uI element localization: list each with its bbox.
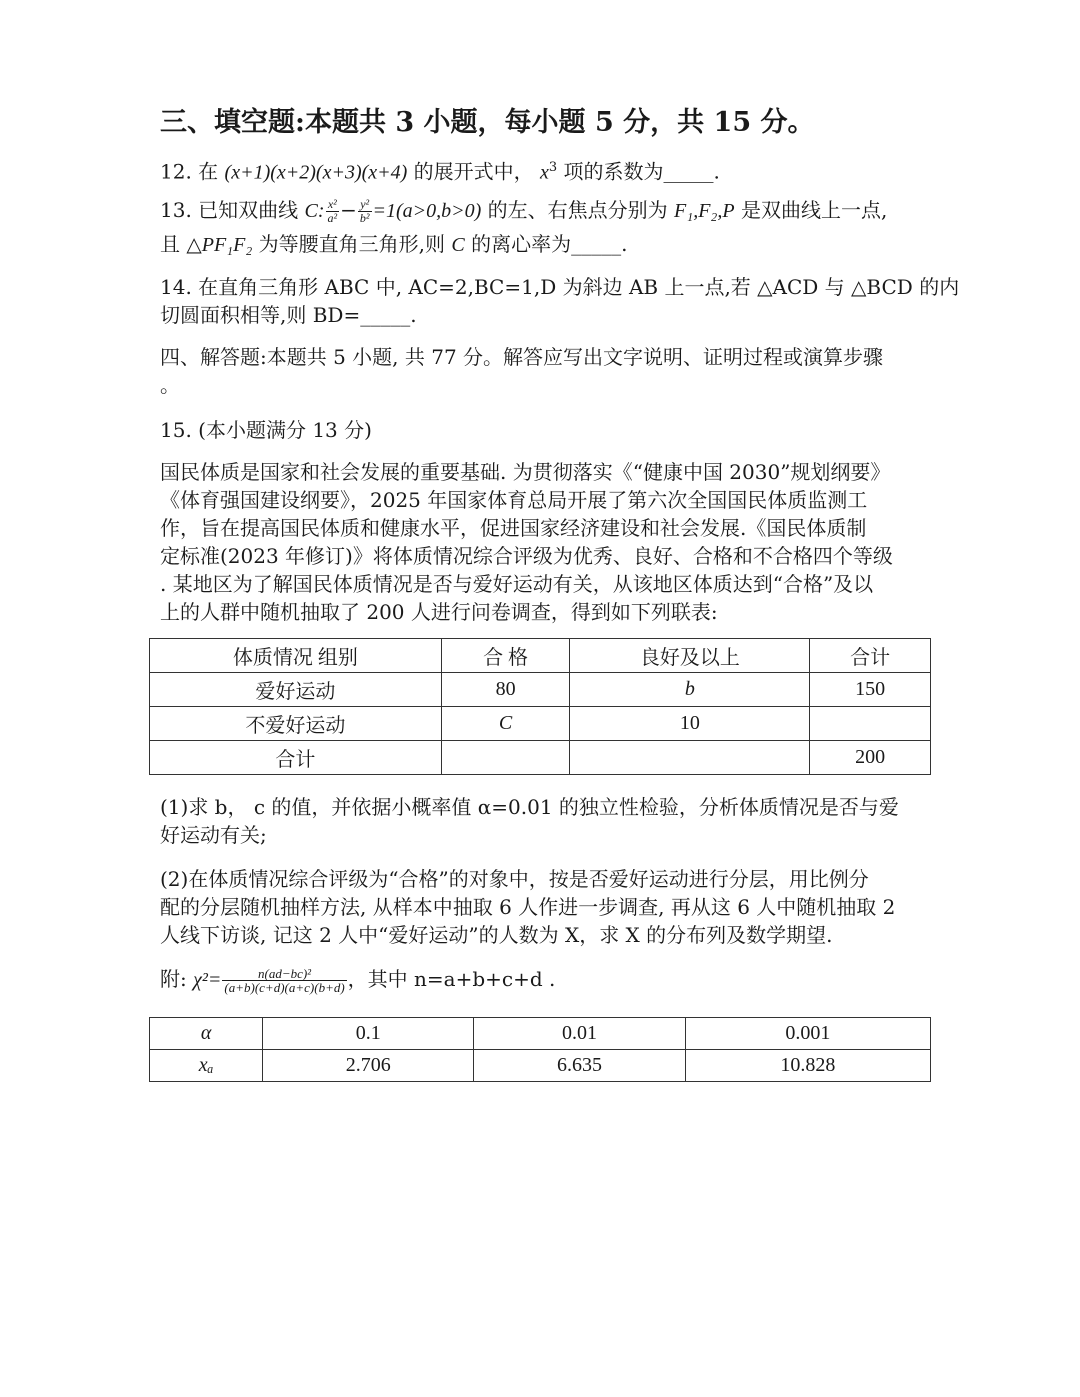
q13-frac2-numerator: y² [358, 198, 372, 212]
question-14-line-1: 14. 在直角三角形 ABC 中, AC=2,BC=1,D 为斜边 AB 上一点,若 △ACD 与 △BCD 的内 [160, 275, 960, 299]
q15-part-2-line: 配的分层随机抽样方法, 从样本中抽取 6 人作进一步调查, 再从这 6 人中随机抽取 2 [160, 895, 896, 919]
table-row [150, 673, 931, 707]
q15-paragraph-line: 国民体质是国家和社会发展的重要基础. 为贯彻落实《“健康中国 2030”规划纲要》 [160, 460, 891, 484]
appendix-suffix: ，其中 n=a+b+c+d . [347, 967, 556, 991]
q15-part-2-line: 人线下访谈, 记这 2 人中“爱好运动”的人数为 X，求 X 的分布列及数学期望. [160, 923, 833, 947]
table-cell: b [570, 673, 810, 707]
critical-value-table [149, 1017, 931, 1082]
question-12 [160, 154, 930, 187]
q15-part-1-line: (1)求 b， c 的值，并依据小概率值 α=0.01 的独立性检验，分析体质情况是否与爱 [160, 795, 899, 819]
table-cell [570, 741, 810, 775]
q13-line2-mid: 为等腰直角三角形,则 [252, 232, 452, 256]
table-header-cell: 良好及以上 [570, 639, 810, 673]
chi-square-denominator: (a+b)(c+d)(a+c)(b+d) [224, 980, 345, 995]
q15-paragraph-line: 《体育强国建设纲要》，2025 年国家体育总局开展了第六次全国国民体质监测工 [160, 488, 868, 512]
question-13-line-2 [160, 230, 930, 259]
q13-frac1-numerator: x² [326, 198, 340, 212]
q13-text-1: 的左、右焦点分别为 [481, 198, 675, 222]
table-cell: 合计 [150, 741, 442, 775]
contingency-table [149, 638, 931, 775]
table-cell [810, 707, 931, 741]
table-row [150, 1018, 931, 1050]
table-cell: 10.828 [685, 1050, 930, 1082]
chi-square-fraction [222, 967, 346, 994]
critical-x-label: xₐ [150, 1050, 263, 1082]
table-header-cell: 合计 [810, 639, 931, 673]
q15-paragraph-line: 作，旨在提高国民体质和健康水平，促进国家经济建设和社会发展.《国民体质制 [160, 516, 867, 540]
question-15-header: 15. (本小题满分 13 分) [160, 418, 372, 442]
table-row [150, 1050, 931, 1082]
table-cell: 0.01 [474, 1018, 685, 1050]
q12-expression: (x+1)(x+2)(x+3)(x+4) [224, 161, 408, 184]
table-header-row [150, 639, 931, 673]
q12-mid: 的展开式中， [407, 159, 541, 184]
appendix-prefix: 附: [160, 967, 194, 991]
alpha-label: α [150, 1018, 263, 1050]
q13-minus: − [340, 198, 357, 222]
q13-condition: =1(a>0,b>0) [372, 200, 482, 222]
q13-prefix: 13. 已知双曲线 [160, 198, 305, 222]
table-cell: 10 [570, 707, 810, 741]
q13-fraction-x [326, 198, 340, 225]
table-cell: 0.001 [685, 1018, 930, 1050]
table-cell: 2.706 [263, 1050, 474, 1082]
q13-line2-suffix: 的离心率为_____. [464, 232, 628, 256]
q15-appendix [160, 965, 930, 994]
table-cell: C [441, 707, 570, 741]
q13-curve-label: C: [304, 200, 325, 222]
q12-suffix: 项的系数为_____. [557, 159, 720, 184]
q13-text-2: 是双曲线上一点, [734, 198, 888, 222]
q12-exponent: 3 [548, 160, 558, 175]
table-cell: 200 [810, 741, 931, 775]
table-cell: 150 [810, 673, 931, 707]
section-3-title: 三、填空题:本题共 3 小题，每小题 5 分，共 15 分。 [160, 107, 815, 138]
q13-frac2-denominator: b² [359, 211, 370, 225]
q15-paragraph-line: 定标准(2023 年修订)》将体质情况综合评级为优秀、良好、合格和不合格四个等级 [160, 544, 893, 568]
q12-term: x [540, 161, 549, 184]
table-cell [441, 741, 570, 775]
table-cell: 不爱好运动 [150, 707, 442, 741]
q13-fraction-y [358, 198, 372, 225]
q13-triangle: △PF₁F₂ [186, 234, 253, 256]
question-13-line-1 [160, 196, 930, 225]
q13-frac1-denominator: a² [327, 211, 338, 225]
table-row [150, 741, 931, 775]
q15-paragraph-line: 上的人群中随机抽取了 200 人进行问卷调查，得到如下列联表: [160, 600, 718, 624]
table-row [150, 707, 931, 741]
q13-foci: F₁,F₂,P [674, 200, 735, 222]
section-4-line-2: 。 [160, 373, 180, 397]
question-14-line-2: 切圆面积相等,则 BD=_____. [160, 303, 417, 327]
q12-prefix: 12. 在 [160, 159, 225, 184]
section-4-line-1: 四、解答题:本题共 5 小题, 共 77 分。解答应写出文字说明、证明过程或演算步骤 [160, 345, 884, 369]
q13-c: C [451, 234, 465, 256]
table-cell: 80 [441, 673, 570, 707]
table-cell: 6.635 [474, 1050, 685, 1082]
q15-part-1-line: 好运动有关; [160, 823, 267, 847]
q15-part-2-line: (2)在体质情况综合评级为“合格”的对象中，按是否爱好运动进行分层，用比例分 [160, 867, 869, 891]
q13-line2-prefix: 且 [160, 232, 187, 256]
table-header-cell: 体质情况 组别 [150, 639, 442, 673]
table-cell: 0.1 [263, 1018, 474, 1050]
table-header-cell: 合 格 [441, 639, 570, 673]
chi-square-numerator: n(ad−bc)² [222, 967, 346, 981]
chi-square-symbol: χ²= [193, 969, 222, 991]
q15-paragraph-line: . 某地区为了解国民体质情况是否与爱好运动有关，从该地区体质达到“合格”及以 [160, 572, 874, 596]
table-cell: 爱好运动 [150, 673, 442, 707]
